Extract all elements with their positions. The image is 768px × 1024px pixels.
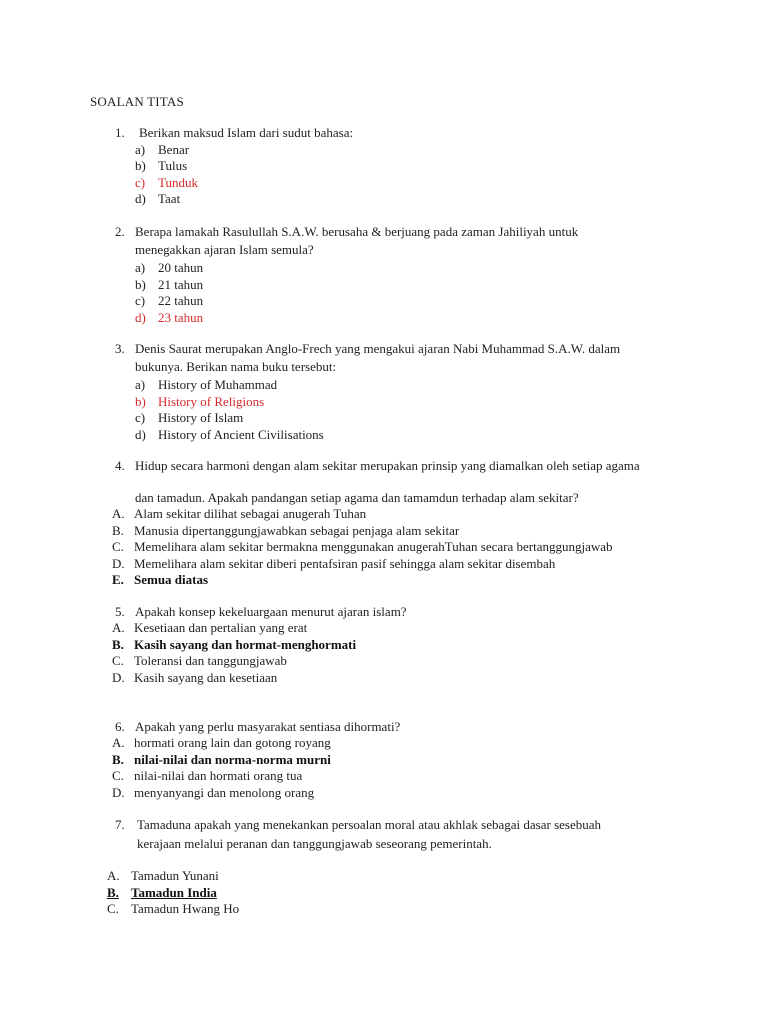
- option-b-answer: B. nilai-nilai dan norma-norma murni: [112, 751, 331, 767]
- option-c: C. Toleransi dan tanggungjawab: [112, 653, 287, 668]
- option-b: b) Tulus: [135, 158, 188, 173]
- question-7-options: [107, 868, 727, 918]
- option-c: C. Tamadun Hwang Ho: [107, 901, 240, 916]
- option-c: C. Memelihara alam sekitar bermakna menggunakan anugerahTuhan secara bertanggungjawab: [112, 539, 613, 554]
- question-text: Berikan maksud Islam dari sudut bahasa:: [139, 125, 354, 140]
- question-text-cont: bukunya. Berikan nama buku tersebut:: [135, 359, 337, 374]
- question-number: 7.: [115, 817, 125, 832]
- option-c: c) History of Islam: [135, 410, 244, 425]
- option-d: D. Memelihara alam sekitar diberi pentafsiran pasif sehingga alam sekitar disembah: [112, 555, 556, 571]
- question-3: [115, 341, 735, 443]
- option-c: C. nilai-nilai dan hormati orang tua: [112, 768, 303, 783]
- question-4-options: [112, 506, 732, 589]
- question-number: 3.: [115, 341, 125, 356]
- option-b: b) 21 tahun: [135, 276, 204, 292]
- question-text-cont: kerajaan melalui peranan dan tanggungjawab seseorang pemerintah.: [137, 836, 492, 851]
- option-b: B. Manusia dipertanggungjawabkan sebagai penjaga alam sekitar: [112, 522, 460, 538]
- question-number: 2.: [115, 224, 125, 239]
- question-text: Apakah yang perlu masyarakat sentiasa dihormati?: [135, 719, 401, 734]
- question-7: [115, 817, 735, 853]
- option-b-answer: B. Tamadun India: [107, 884, 217, 900]
- question-text: Hidup secara harmoni dengan alam sekitar merupakan prinsip yang diamalkan oleh setiap agama: [135, 458, 640, 473]
- question-2: [115, 224, 735, 326]
- question-5-options: [112, 620, 732, 686]
- question-number: 5.: [115, 604, 125, 619]
- option-d: D. Kasih sayang dan kesetiaan: [112, 669, 278, 685]
- option-d: d) Taat: [135, 191, 181, 206]
- question-text-cont: dan tamadun. Apakah pandangan setiap agama dan tamamdun terhadap alam sekitar?: [135, 490, 579, 505]
- question-number: 4.: [115, 458, 125, 473]
- option-d: d) History of Ancient Civilisations: [135, 426, 324, 442]
- option-e-answer: E. Semua diatas: [112, 572, 209, 587]
- question-text: Denis Saurat merupakan Anglo-Frech yang mengakui ajaran Nabi Muhammad S.A.W. dalam: [135, 341, 621, 356]
- question-number: 1.: [115, 125, 125, 140]
- option-b-answer: b) History of Religions: [135, 393, 265, 409]
- question-number: 6.: [115, 719, 125, 734]
- option-c: c) 22 tahun: [135, 293, 204, 308]
- option-a: A. Alam sekitar dilihat sebagai anugerah Tuhan: [112, 506, 367, 521]
- option-d-answer: d) 23 tahun: [135, 309, 204, 325]
- question-6: [115, 719, 735, 736]
- option-d: D. menyanyangi dan menolong orang: [112, 784, 315, 800]
- question-5: [115, 604, 735, 621]
- option-a: a) History of Muhammad: [135, 377, 278, 392]
- option-a: A. Tamadun Yunani: [107, 868, 219, 883]
- question-4: [115, 458, 735, 507]
- option-a: A. hormati orang lain dan gotong royang: [112, 735, 331, 750]
- option-c-answer: c) Tunduk: [135, 174, 198, 190]
- question-text: Apakah konsep kekeluargaan menurut ajaran islam?: [135, 604, 407, 619]
- option-a: a) Benar: [135, 141, 190, 157]
- question-1: [115, 125, 675, 208]
- option-a: a) 20 tahun: [135, 260, 204, 275]
- question-text: Berapa lamakah Rasulullah S.A.W. berusaha & berjuang pada zaman Jahiliyah untuk: [135, 224, 579, 239]
- question-text-cont: menegakkan ajaran Islam semula?: [135, 242, 314, 257]
- option-a: A. Kesetiaan dan pertalian yang erat: [112, 620, 308, 635]
- question-text: Tamaduna apakah yang menekankan persoalan moral atau akhlak sebagai dasar sesebuah: [137, 817, 602, 832]
- page-title: SOALAN TITAS: [90, 94, 184, 109]
- question-6-options: [112, 735, 732, 801]
- option-b-answer: B. Kasih sayang dan hormat-menghormati: [112, 636, 357, 652]
